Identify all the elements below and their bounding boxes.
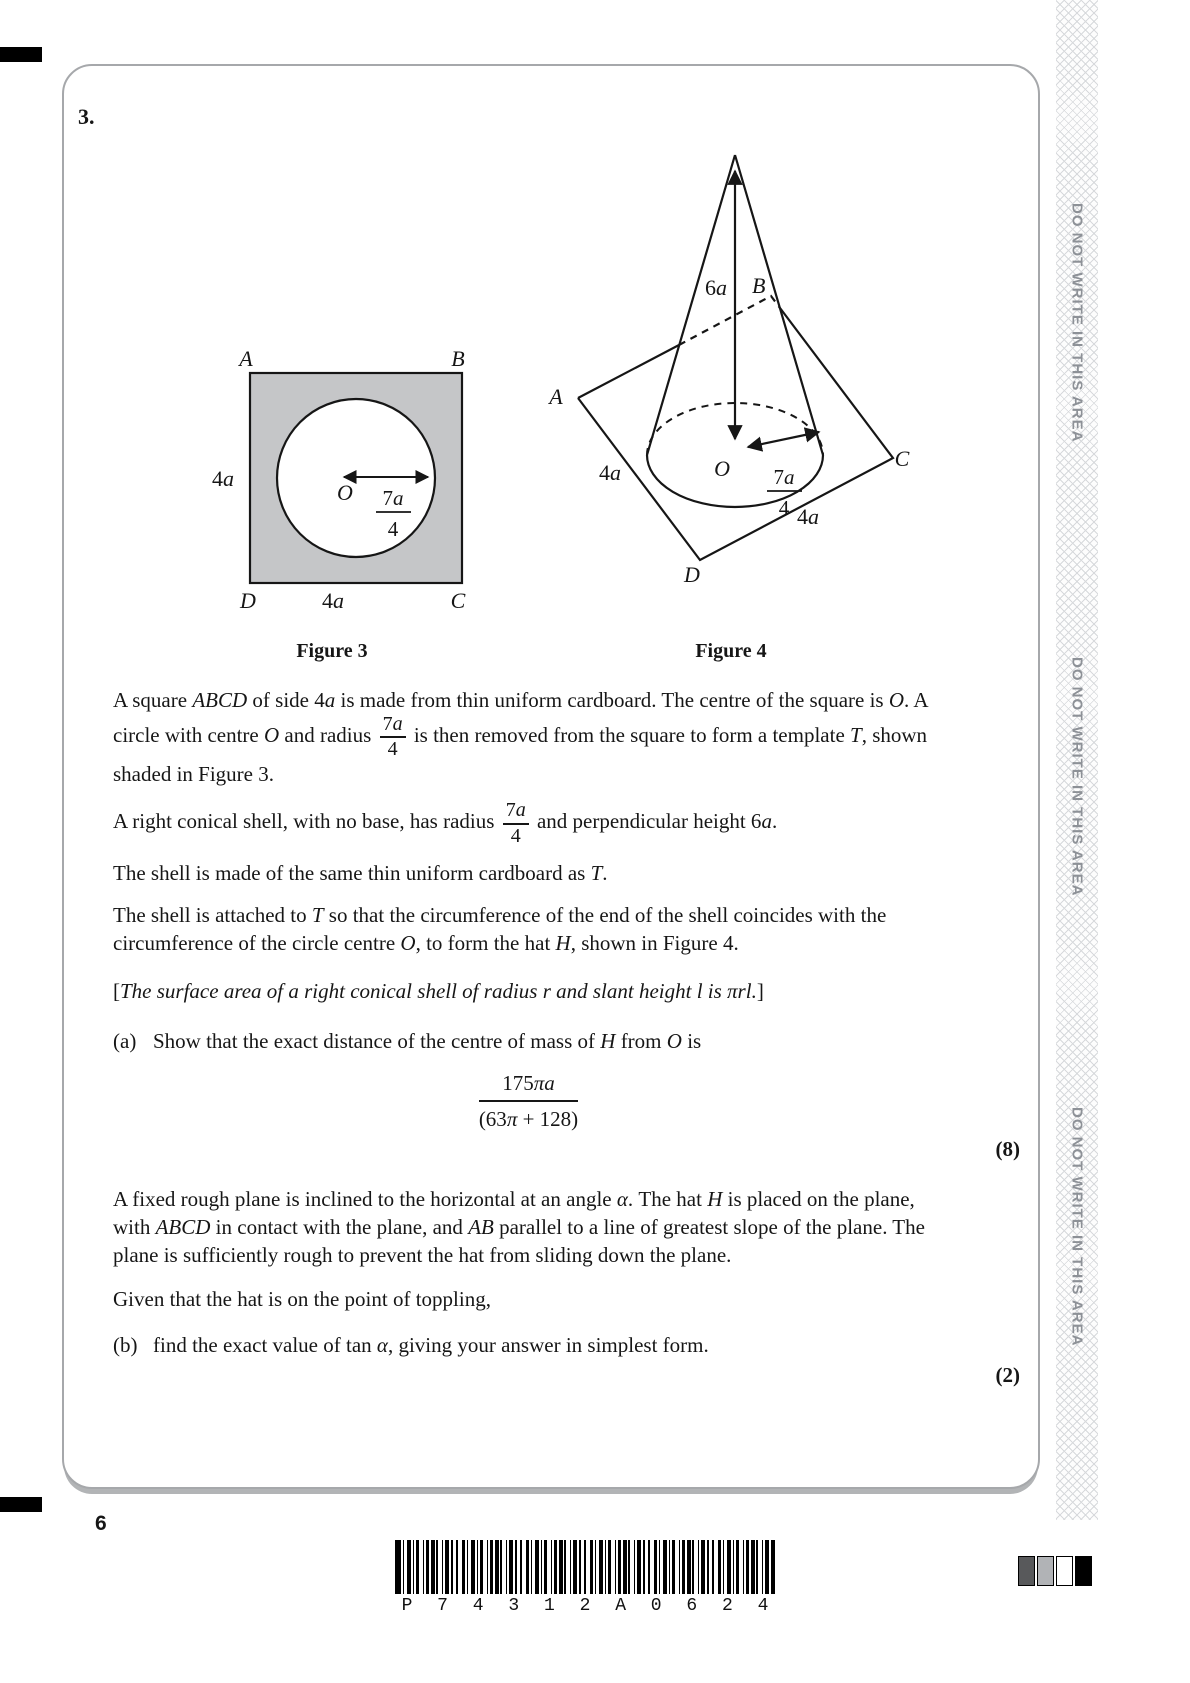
fraction-denominator: 4 bbox=[510, 824, 521, 847]
marks-part-a: (8) bbox=[995, 1136, 1020, 1161]
figure-3-caption: Figure 3 bbox=[296, 640, 368, 662]
figure-4-caption: Figure 4 bbox=[695, 640, 767, 662]
part-b-text: find the exact value of tan α, giving your answer in simplest form. bbox=[153, 1332, 709, 1357]
paragraph-conical-shell bbox=[113, 800, 949, 846]
figure-4-diagram bbox=[540, 145, 930, 590]
display-fraction-denominator: (63π + 128) bbox=[478, 1106, 579, 1131]
display-fraction-numerator: 175πa bbox=[479, 1069, 578, 1102]
part-a bbox=[113, 1027, 949, 1055]
label-height: 6a bbox=[705, 275, 727, 300]
paragraph-same-cardboard bbox=[113, 859, 949, 887]
radius-fraction-denominator: 4 bbox=[778, 496, 790, 520]
fraction-numerator: 7a bbox=[380, 714, 406, 738]
paragraph-text: A fixed rough plane is inclined to the horizontal at an angle α. The hat H is placed on the plane, with ABCD in contact with the plane, and AB parallel to a line of greatest slope of the plane. The plane is sufficiently rough to prevent the hat from sliding down the plane. bbox=[113, 1186, 925, 1267]
barcode-bars bbox=[395, 1540, 775, 1594]
label-A: A bbox=[239, 346, 253, 371]
do-not-write-text: DO NOT WRITE IN THIS AREA bbox=[1068, 657, 1086, 897]
label-A: A bbox=[549, 384, 563, 409]
marks-part-b: (2) bbox=[995, 1362, 1020, 1387]
part-a-label: (a) bbox=[113, 1028, 137, 1053]
do-not-write-text: DO NOT WRITE IN THIS AREA bbox=[1068, 203, 1086, 443]
paragraph-toppling bbox=[113, 1285, 949, 1313]
label-B: B bbox=[752, 273, 766, 298]
label-C: C bbox=[894, 446, 910, 471]
figure-3-diagram bbox=[190, 330, 480, 620]
calibration-square-light-gray bbox=[1037, 1556, 1054, 1586]
registration-mark-bottom bbox=[0, 1497, 42, 1512]
calibration-square-white bbox=[1056, 1556, 1073, 1586]
paragraph-text: [The surface area of a right conical shell of radius r and slant height l is πrl.] bbox=[113, 978, 764, 1003]
label-O: O bbox=[714, 456, 730, 481]
page-number: 6 bbox=[95, 1512, 107, 1535]
radius-fraction-numerator: 7a bbox=[773, 465, 795, 489]
display-fraction bbox=[479, 1069, 578, 1133]
label-O: O bbox=[337, 480, 353, 505]
label-D: D bbox=[240, 588, 256, 613]
fraction-numerator: 7a bbox=[503, 800, 529, 824]
fraction-denominator: 4 bbox=[387, 738, 398, 761]
paragraph-shell-attached bbox=[113, 901, 949, 957]
radius-arrow bbox=[748, 432, 819, 447]
question-text bbox=[113, 686, 1020, 1389]
paragraph-text: The shell is attached to T so that the circumference of the end of the shell coincides with the circumference of the circle centre O, to form the hat H, shown in Figure 4. bbox=[113, 902, 887, 955]
do-not-write-label-2 bbox=[1056, 640, 1098, 914]
label-B: B bbox=[451, 346, 465, 371]
cone-base-front bbox=[647, 455, 823, 507]
label-edge-right: 4a bbox=[797, 504, 819, 529]
paragraph-text: is then removed from the square to form a template T, shown shaded in Figure 3. bbox=[113, 723, 928, 787]
radius-fraction-denominator: 4 bbox=[387, 517, 399, 541]
registration-mark-top bbox=[0, 47, 42, 62]
color-calibration-squares bbox=[1018, 1556, 1092, 1586]
radius-fraction-numerator: 7a bbox=[382, 486, 404, 510]
inline-fraction-radius bbox=[377, 714, 409, 760]
part-b bbox=[113, 1331, 949, 1359]
do-not-write-text: DO NOT WRITE IN THIS AREA bbox=[1068, 1107, 1086, 1347]
paragraph-inclined-plane bbox=[113, 1185, 949, 1269]
part-b-label: (b) bbox=[113, 1332, 138, 1357]
paragraph-template bbox=[113, 686, 949, 788]
base-edges-hidden bbox=[679, 296, 780, 345]
question-box bbox=[62, 64, 1040, 1489]
paragraph-text: A square ABCD of side 4a is made from thin uniform cardboard. The centre of the square is O. A circle with centre O and radius bbox=[113, 688, 928, 747]
barcode-text: P 7 4 3 1 2 A 0 6 2 4 bbox=[401, 1596, 769, 1616]
label-edge-left: 4a bbox=[599, 460, 621, 485]
label-side-bottom: 4a bbox=[322, 588, 344, 613]
paragraph-formula-note bbox=[113, 977, 949, 1005]
inline-fraction-radius bbox=[500, 800, 532, 846]
paragraph-text: A right conical shell, with no base, has radius bbox=[113, 809, 500, 834]
calibration-square-black bbox=[1075, 1556, 1092, 1586]
paragraph-text: Given that the hat is on the point of toppling, bbox=[113, 1286, 491, 1311]
paragraph-text: The shell is made of the same thin uniform cardboard as T. bbox=[113, 860, 608, 885]
do-not-write-label-3 bbox=[1056, 1090, 1098, 1364]
do-not-write-label-1 bbox=[1056, 186, 1098, 460]
barcode bbox=[395, 1540, 775, 1616]
question-number: 3. bbox=[78, 104, 95, 129]
part-a-text: Show that the exact distance of the centre of mass of H from O is bbox=[153, 1028, 702, 1053]
paragraph-text: and perpendicular height 6a. bbox=[531, 809, 778, 834]
label-C: C bbox=[450, 588, 466, 613]
label-D: D bbox=[684, 562, 700, 587]
label-side-left: 4a bbox=[212, 466, 234, 491]
base-edge-AB-visible bbox=[578, 345, 679, 398]
calibration-square-dark-gray bbox=[1018, 1556, 1035, 1586]
